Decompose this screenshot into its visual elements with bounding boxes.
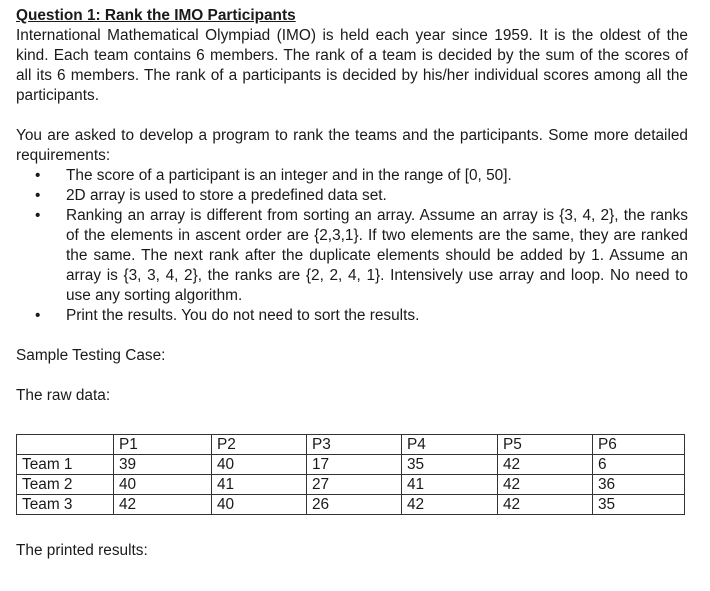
- table-header-cell: P3: [307, 435, 402, 455]
- score-cell: 6: [593, 455, 685, 475]
- score-cell: 42: [114, 495, 212, 515]
- score-cell: 42: [498, 475, 593, 495]
- raw-data-table: [16, 434, 685, 515]
- requirement-item: [35, 206, 688, 306]
- score-cell: 39: [114, 455, 212, 475]
- score-cell: 40: [212, 455, 307, 475]
- team-name-cell: Team 1: [17, 455, 114, 475]
- spacer: [16, 326, 688, 346]
- bullet-icon: •: [35, 207, 41, 224]
- team-name-cell: Team 3: [17, 495, 114, 515]
- table-row: [17, 495, 685, 515]
- requirement-item: [35, 186, 688, 206]
- requirement-text: 2D array is used to store a predefined data set.: [66, 187, 387, 204]
- score-cell: 42: [498, 495, 593, 515]
- printed-results-label: The printed results:: [16, 542, 148, 559]
- spacer: [16, 106, 688, 126]
- score-cell: 35: [402, 455, 498, 475]
- table-row: [17, 455, 685, 475]
- table-header-cell: P5: [498, 435, 593, 455]
- bullet-icon: •: [35, 307, 41, 324]
- requirement-text: The score of a participant is an integer and in the range of [0, 50].: [66, 167, 512, 184]
- requirement-item: [35, 306, 688, 326]
- score-cell: 40: [114, 475, 212, 495]
- requirement-item: [35, 166, 688, 186]
- table-header-cell: P2: [212, 435, 307, 455]
- table-header-cell: P4: [402, 435, 498, 455]
- table-cell: [17, 435, 114, 455]
- score-cell: 41: [212, 475, 307, 495]
- intro-paragraph: International Mathematical Olympiad (IMO) is held each year since 1959. It is the oldest of the kind. Each team contains 6 members. The rank of a team is decided by the sum of the scores of all its 6 members. The rank of a participants is decided by his/her individual scores among all the participants.: [16, 27, 688, 104]
- score-cell: 41: [402, 475, 498, 495]
- score-cell: 40: [212, 495, 307, 515]
- score-cell: 26: [307, 495, 402, 515]
- score-cell: 17: [307, 455, 402, 475]
- table-row: [17, 475, 685, 495]
- bullet-icon: •: [35, 167, 41, 184]
- document-body: [16, 6, 688, 406]
- requirement-text: Print the results. You do not need to sort the results.: [66, 307, 420, 324]
- requirements-list: [16, 166, 688, 326]
- score-cell: 35: [593, 495, 685, 515]
- task-paragraph: You are asked to develop a program to rank the teams and the participants. Some more detailed requirements:: [16, 127, 688, 164]
- score-cell: 42: [498, 455, 593, 475]
- team-name-cell: Team 2: [17, 475, 114, 495]
- table-header-row: [17, 435, 685, 455]
- raw-data-label: The raw data:: [16, 387, 111, 404]
- requirement-text: Ranking an array is different from sorting an array. Assume an array is {3, 4, 2}, the ranks of the elements in ascent order are {2,3,1}. If two elements are the same, they are ranked the same. The next rank after the duplicate elements should be added by 1. Assume an array is {3, 3, 4, 2}, the ranks are {2, 2, 4, 1}. Intensively use array and loop. No need to use any sorting algorithm.: [66, 207, 688, 304]
- score-cell: 36: [593, 475, 685, 495]
- score-cell: 27: [307, 475, 402, 495]
- score-cell: 42: [402, 495, 498, 515]
- table-header-cell: P1: [114, 435, 212, 455]
- bullet-icon: •: [35, 187, 41, 204]
- question-title: Question 1: Rank the IMO Participants: [16, 7, 296, 24]
- spacer: [16, 366, 688, 386]
- table-header-cell: P6: [593, 435, 685, 455]
- sample-label: Sample Testing Case:: [16, 347, 166, 364]
